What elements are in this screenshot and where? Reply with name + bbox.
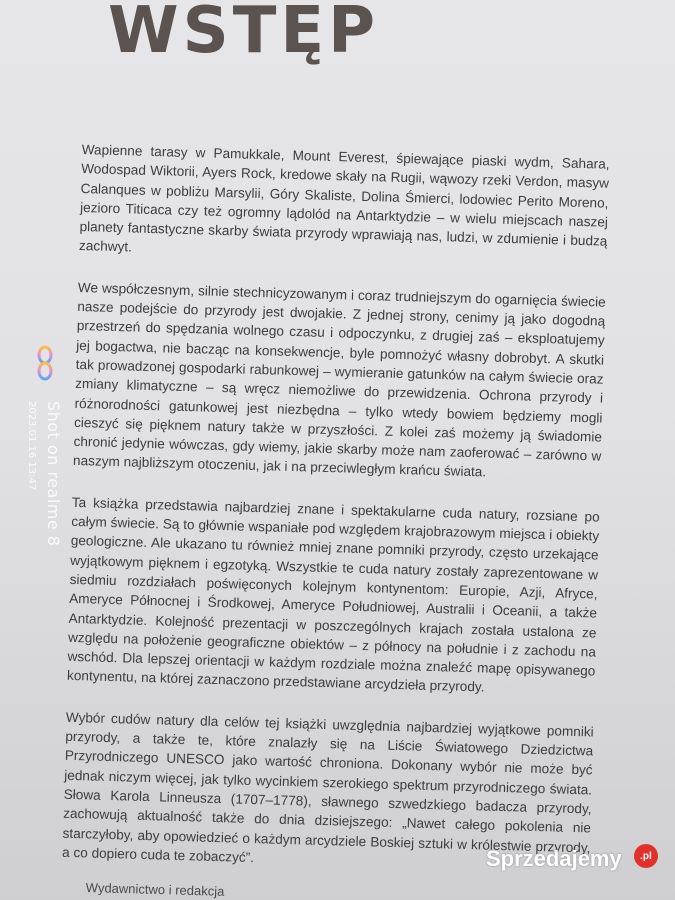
paragraph-3: Ta książka przedstawia najbardziej znane i spektakularne cuda natury, rozsiane po całym świecie. Są to głównie wspaniałe pod względem krajobrazowym miejsca i obiekty geologiczne. Ale ukazano tu również mniej znane pomniki przyrody, często urzekające wyjątkowym pięknem i egzotyką. Wszystkie te cuda natury zostały zaprezentowane w siedmiu rozdziałach poświęconych kolejnym kontynentom: Europie, Azji, Afryce, Ameryce Północnej i Środkowej, Ameryce Południowej, Australii i Oceanii, a także Antarktydzie. Kolejność prezentacji w poszczególnych krajach została ustalona ze względu na położenie geograficzne obiektów – z północy na południe i z zachodu na wschód. Dla lepszej orientacji w każdym rozdziale można znaleźć mapę opisywanego kontynentu, na której zaznaczono przedstawiane arcydzieła przyrody.	[66, 494, 600, 695]
body-text	[61, 140, 610, 899]
paragraph-2: We współczesnym, silnie stechnicyzowanym i coraz trudniejszym do ogarnięcia świecie nasze podejście do przyrody jest dwojakie. Z jednej strony, cenimy ją jako dogodną przestrzeń do spędzania wolnego czasu i odpoczynku, z drugiej zaś – eksploatujemy jej bogactwa, nie bacząc na konsekwencje, byle pomnożyć własny dobrobyt. A skutki tak prowadzonej gospodarki rabunkowej – wymieranie gatunków na całym świecie oraz zmiany klimatyczne – są wręcz niemożliwe do przewidzenia. Ochrona przyrody i różnorodności gatunkowej jest niezbędna – tylko wtedy bowiem będziemy mogli cieszyć się pięknem natury także w przyszłości. Z kolei zaś możemy ją świadomie chronić jedynie wówczas, gdy wiemy, jakie skarby może nam zaoferować – zarówno w naszym najbliższym otoczeniu, jak i na przeciwległym krańcu świata.	[72, 279, 606, 480]
camera-watermark	[20, 345, 70, 560]
watermark-device: Shot on realme 8	[44, 401, 63, 547]
page-title: WSTĘP	[108, 0, 379, 68]
paragraph-1: Wapienne tarasy w Pamukkale, Mount Everest, śpiewające piaski wydm, Sahara, Wodospad Wiktorii, Ayers Rock, kredowe skały na Rugii, wąwozy rzeki Verdon, masyw Calanques w pobliżu Marsylii, Góry Skaliste, Dolina Śmierci, lodowiec Perito Moreno, jezioro Titicaca czy też ogromny lądolód na Antarktydzie – w wielu miejscach naszej planety fantastyczne skarby świata przyrody wprawiają nas, ludzi, w zdumienie i budzą zachwyt.	[78, 141, 610, 255]
realme-logo-icon	[34, 345, 56, 381]
watermark-date: 2023.01.16 13:47	[26, 401, 37, 491]
credit-heading: Wydawnictwo i redakcja	[85, 880, 225, 899]
paragraph-4: Wybór cudów natury dla celów tej książki uwzględnia najbardziej wyjątkowe pomniki przyrody, a także te, które znalazły się na Liście Światowego Dziedzictwa Przyrodniczego UNESCO jako wartość chroniona. Dokonany wybór nie może być jednak niczym więcej, jak tylko wycinkiem szerokiego spektrum przyrodniczego świata. Słowa Karola Linneusza (1707–1778), sławnego szwedzkiego badacza przyrody, zachowują aktualność także do dnia dzisiejszego: „Nawet całego pokolenia nie starczyłoby, aby opowiedzieć o każdym arcydziele Boskiej sztuki w królestwie przyrody, a co dopiero cuda te zobaczyć”.	[61, 709, 594, 865]
brand-badge-icon: .pl	[634, 844, 658, 868]
brand-logo-text: Sprzedajemy	[486, 846, 622, 871]
